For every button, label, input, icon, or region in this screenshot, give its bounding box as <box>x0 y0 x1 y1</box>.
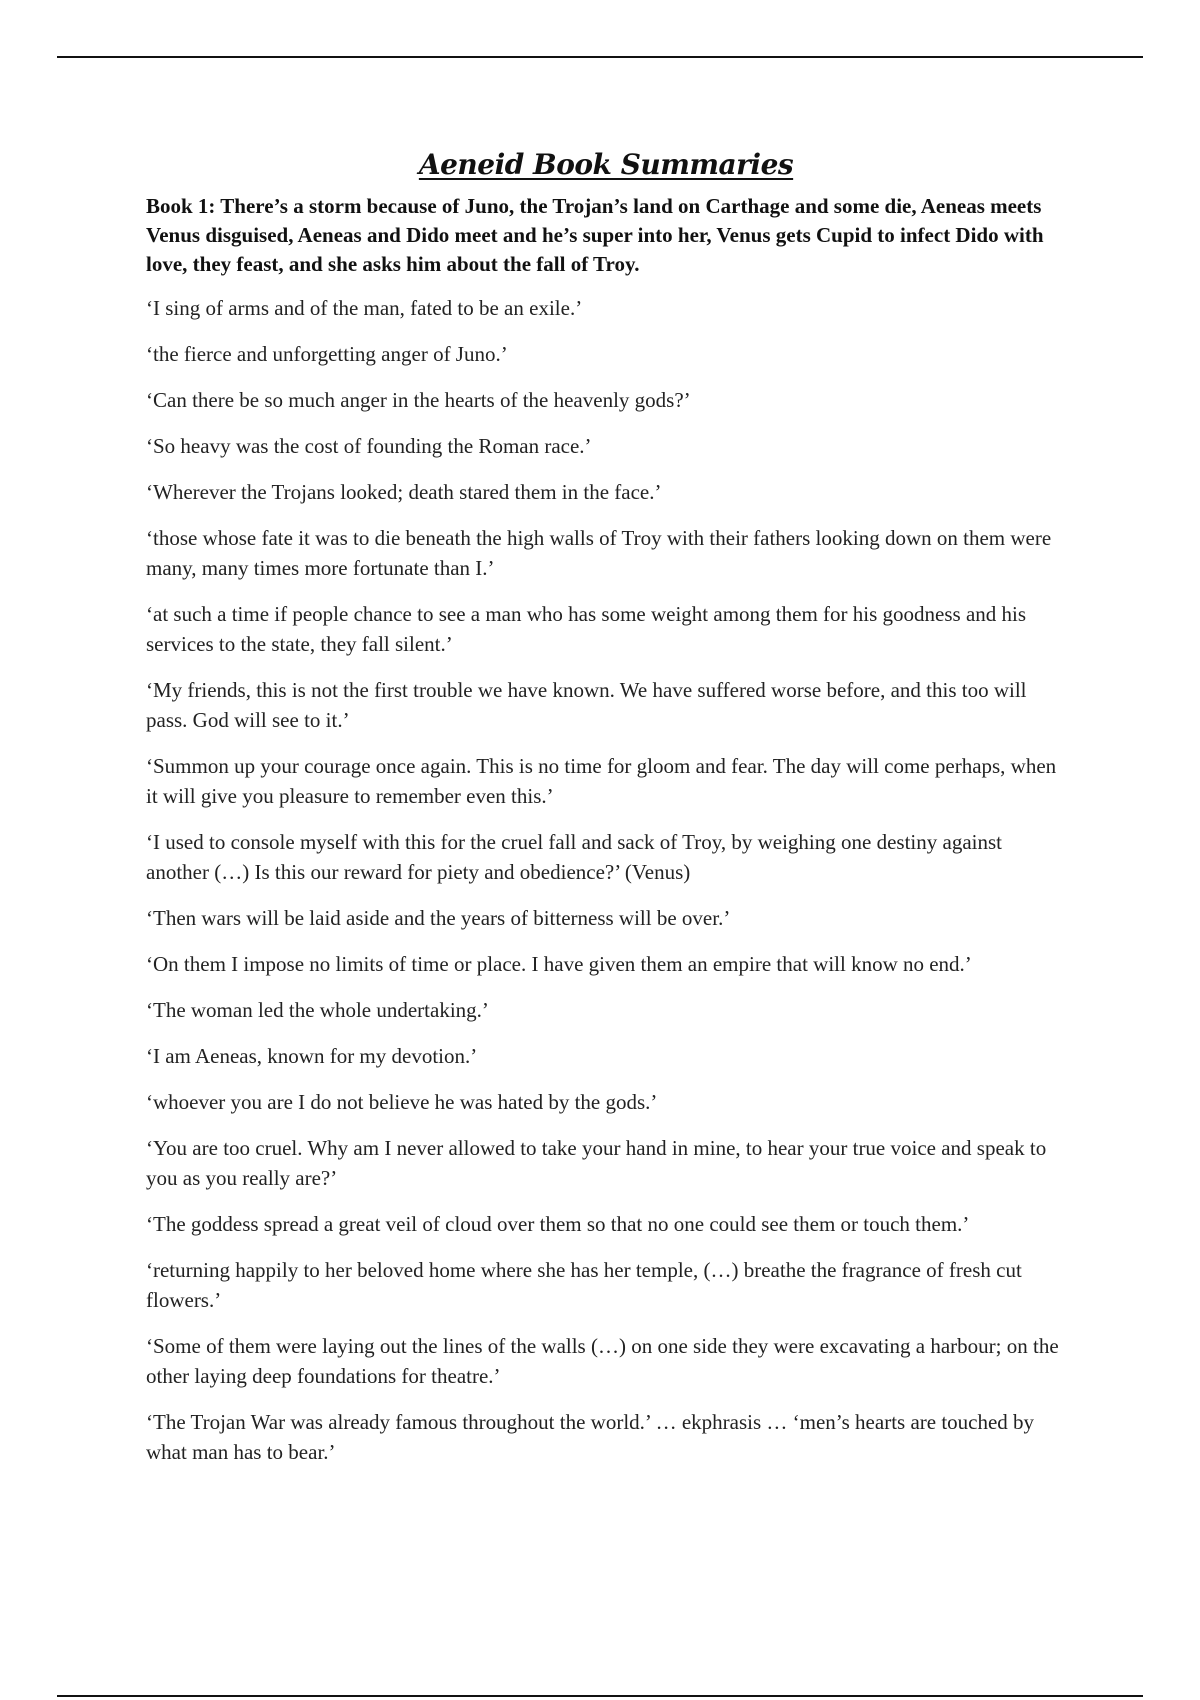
quote-paragraph: ‘I sing of arms and of the man, fated to be an exile.’ <box>146 296 583 320</box>
quote-paragraph: ‘The Trojan War was already famous throughout the world.’ … ekphrasis … ‘men’s hearts are touched by what man has to bear.’ <box>146 1410 1035 1464</box>
top-rule <box>57 56 1143 58</box>
quote-paragraph: ‘whoever you are I do not believe he was hated by the gods.’ <box>146 1090 658 1114</box>
quote-paragraph: ‘So heavy was the cost of founding the Roman race.’ <box>146 434 592 458</box>
document-title: Aeneid Book Summaries <box>418 148 794 181</box>
quote-paragraph: ‘at such a time if people chance to see a man who has some weight among them for his goodness and his services to the state, they fall silent.’ <box>146 602 1027 656</box>
bottom-rule <box>57 1695 1143 1697</box>
quote-paragraph: ‘Can there be so much anger in the hearts of the heavenly gods?’ <box>146 388 691 412</box>
book-summary: Book 1: There’s a storm because of Juno, the Trojan’s land on Carthage and some die, Aeneas meets Venus disguised, Aeneas and Dido meet and he’s super into her, Venus gets Cupid to infect Dido with love, they feast, and she asks him about the fall of Troy. <box>146 194 1044 276</box>
quote-paragraph: ‘Some of them were laying out the lines of the walls (…) on one side they were excavating a harbour; on the other laying deep foundations for theatre.’ <box>146 1334 1059 1388</box>
quote-paragraph: ‘Wherever the Trojans looked; death stared them in the face.’ <box>146 480 662 504</box>
quote-paragraph: ‘My friends, this is not the first trouble we have known. We have suffered worse before, and this too will pass. God will see to it.’ <box>146 678 1027 732</box>
quote-paragraph: ‘I am Aeneas, known for my devotion.’ <box>146 1044 478 1068</box>
quote-paragraph: ‘You are too cruel. Why am I never allowed to take your hand in mine, to hear your true voice and speak to you as you really are?’ <box>146 1136 1047 1190</box>
quote-paragraph: ‘returning happily to her beloved home where she has her temple, (…) breathe the fragrance of fresh cut flowers.’ <box>146 1258 1022 1312</box>
quote-paragraph: ‘I used to console myself with this for the cruel fall and sack of Troy, by weighing one destiny against another (…) Is this our reward for piety and obedience?’ (Venus) <box>146 830 1002 884</box>
quote-paragraph: ‘Then wars will be laid aside and the years of bitterness will be over.’ <box>146 906 731 930</box>
quote-paragraph: ‘those whose fate it was to die beneath the high walls of Troy with their fathers looking down on them were many, many times more fortunate than I.’ <box>146 526 1052 580</box>
quote-paragraph: ‘The goddess spread a great veil of cloud over them so that no one could see them or touch them.’ <box>146 1212 970 1236</box>
quote-paragraph: ‘The woman led the whole undertaking.’ <box>146 998 489 1022</box>
quote-paragraph: ‘On them I impose no limits of time or place. I have given them an empire that will know no end.’ <box>146 952 972 976</box>
page-content <box>146 146 1066 1483</box>
quote-paragraph: ‘the fierce and unforgetting anger of Juno.’ <box>146 342 508 366</box>
quote-paragraph: ‘Summon up your courage once again. This is no time for gloom and fear. The day will come perhaps, when it will give you pleasure to remember even this.’ <box>146 754 1057 808</box>
